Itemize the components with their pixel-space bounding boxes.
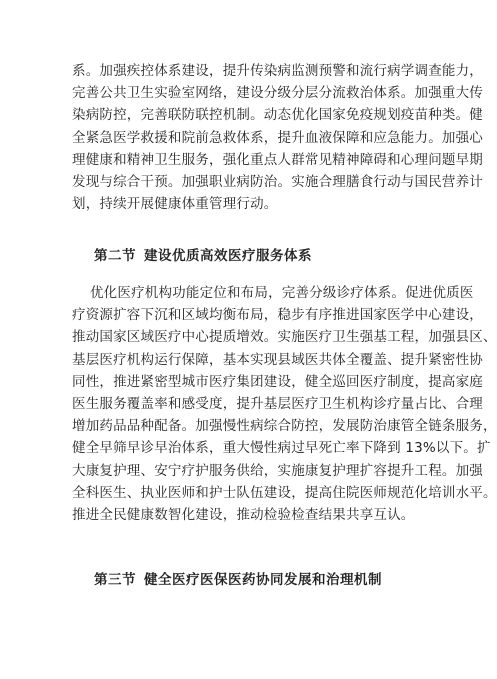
text-line: 全科医生、执业医师和护士队伍建设，提高住院医师规范化培训水平。 <box>72 484 497 501</box>
text-line: 发现与综合干预。加强职业病防治。实施合理膳食行动与国民营养计 <box>72 174 483 191</box>
text-line: 全紧急医学救援和院前急救体系，提升血液保障和应急能力。加强心 <box>72 129 483 146</box>
text-line: 疗资源扩容下沉和区域均衡布局，稳步有序推进国家医学中心建设， <box>72 307 483 324</box>
text-line: 同性，推进紧密型城市医疗集团建设，健全巡回医疗制度，提高家庭 <box>72 373 483 390</box>
text-line: 推动国家区域医疗中心提质增效。实施医疗卫生强基工程，加强县区、 <box>72 329 497 346</box>
text-line: 系。加强疾控体系建设，提升传染病监测预警和流行病学调查能力， <box>72 63 483 79</box>
text-line: 大康复护理、安宁疗护服务供给，实施康复护理扩容提升工程。加强 <box>72 462 483 479</box>
text-line: 增加药品品种配备。加强慢性病综合防控，发展防治康管全链条服务， <box>72 418 497 435</box>
text-line: 医生服务覆盖率和感受度，提升基层医疗卫生机构诊疗量占比、合理 <box>72 396 483 413</box>
text-line: 划，持续开展健康体重管理行动。 <box>72 196 278 213</box>
text-line: 染病防控，完善联防联控机制。动态优化国家免疫规划疫苗种类。健 <box>72 107 483 124</box>
paragraph-medical-services <box>72 282 497 526</box>
section-title: 建设优质高效医疗服务体系 <box>144 248 312 264</box>
text-line: 理健康和精神卫生服务，强化重点人群常见精神障碍和心理问题早期 <box>72 151 483 168</box>
section-heading-2 <box>94 246 312 266</box>
section-number: 第二节 <box>94 248 136 264</box>
section-title: 健全医疗医保医药协同发展和治理机制 <box>144 572 382 588</box>
text-line: 优化医疗机构功能定位和布局，完善分级诊疗体系。促进优质医 <box>72 285 474 301</box>
text-line: 完善公共卫生实验室网络，建设分级分层分流救治体系。加强重大传 <box>72 85 483 102</box>
section-number: 第三节 <box>94 572 136 588</box>
paragraph-public-health <box>72 60 483 215</box>
text-line: 基层医疗机构运行保障，基本实现县域医共体全覆盖、提升紧密性协 <box>72 351 483 368</box>
section-heading-3 <box>94 570 382 590</box>
text-line: 推进全民健康数智化建设，推动检验检查结果共享互认。 <box>72 507 415 524</box>
text-line: 健全早筛早诊早治体系，重大慢性病过早死亡率下降到 13%以下。扩 <box>72 440 491 457</box>
